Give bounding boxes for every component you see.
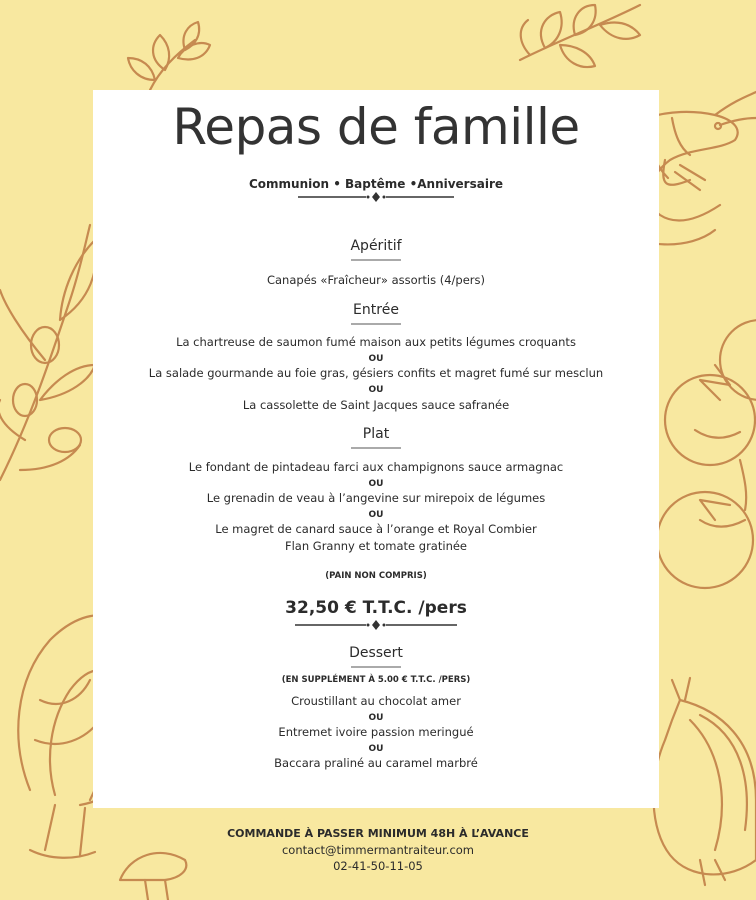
order-notice: COMMANDE À PASSER MINIMUM 48H À L’AVANCE <box>227 827 529 840</box>
ornament-divider <box>296 191 456 203</box>
menu-item: Flan Granny et tomate gratinée <box>284 539 468 553</box>
menu-item: La salade gourmande au foie gras, gésiers confits et magret fumé sur mesclun <box>148 366 604 380</box>
tomato-icon <box>657 320 756 588</box>
menu-item: Canapés «Fraîcheur» assortis (4/pers) <box>266 273 486 287</box>
olive-branch-icon <box>0 225 96 480</box>
contact-phone[interactable]: 02-41-50-11-05 <box>333 859 423 873</box>
menu-item: Le fondant de pintadeau farci aux champignons sauce armagnac <box>188 460 564 474</box>
or-separator: OU <box>368 744 384 754</box>
contact-email[interactable]: contact@timmermantraiteur.com <box>281 843 475 857</box>
parsley-icon <box>128 22 210 90</box>
menu-item: Baccara praliné au caramel marbré <box>274 756 478 770</box>
or-separator: OU <box>368 385 384 395</box>
or-separator: OU <box>368 510 384 520</box>
section-heading-entree: Entrée <box>353 302 399 318</box>
menu-item: Entremet ivoire passion meringué <box>278 725 474 739</box>
parsley-icon <box>520 5 640 67</box>
or-separator: OU <box>368 354 384 364</box>
section-underline <box>351 322 401 326</box>
section-heading-plat: Plat <box>362 426 390 442</box>
or-separator: OU <box>368 479 384 489</box>
occasions-subtitle: Communion • Baptême •Anniversaire <box>248 177 504 191</box>
page-title: Repas de famille <box>172 98 580 156</box>
or-separator: OU <box>368 713 384 723</box>
price-label: 32,50 € T.T.C. /pers <box>285 598 467 618</box>
menu-item: Croustillant au chocolat amer <box>291 694 461 708</box>
menu-item: La chartreuse de saumon fumé maison aux petits légumes croquants <box>176 335 576 349</box>
section-underline <box>351 665 401 669</box>
section-underline <box>351 446 401 450</box>
menu-item: Le magret de canard sauce à l’orange et Royal Combier <box>215 522 537 536</box>
section-underline <box>351 258 401 262</box>
dessert-supplement-note: (EN SUPPLÉMENT À 5.00 € T.T.C. /PERS) <box>281 675 471 685</box>
section-heading-aperitif: Apéritif <box>350 238 402 254</box>
menu-item: Le grenadin de veau à l’angevine sur mirepoix de légumes <box>206 491 546 505</box>
menu-card <box>93 90 659 808</box>
menu-item: La cassolette de Saint Jacques sauce safranée <box>242 398 510 412</box>
ornament-divider <box>293 619 459 631</box>
section-heading-dessert: Dessert <box>349 645 403 661</box>
bread-note: (PAIN NON COMPRIS) <box>325 571 427 581</box>
